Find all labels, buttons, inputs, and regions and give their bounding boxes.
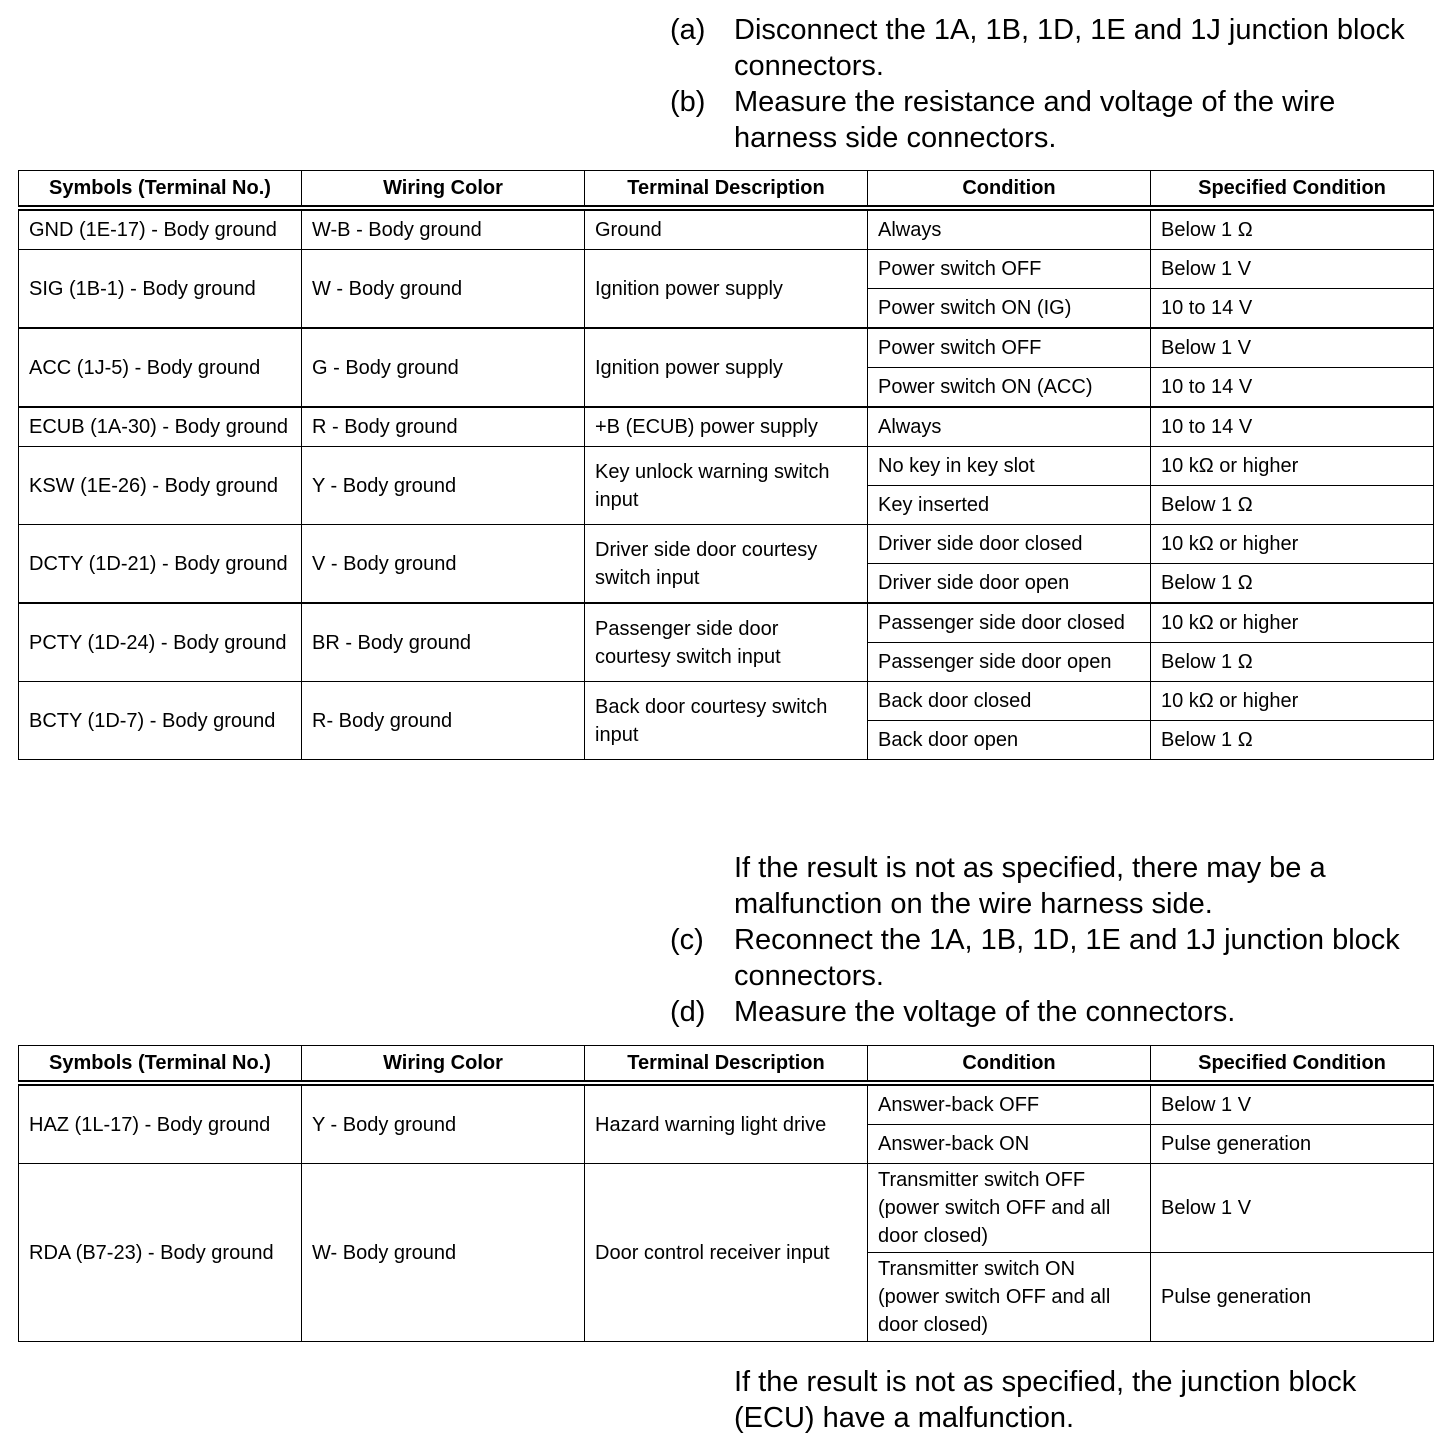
step-label: (a): [670, 14, 706, 46]
condition-cell: Answer-back OFF: [868, 1083, 1151, 1125]
condition-cell: Transmitter switch ON (power switch OFF and all door closed): [868, 1253, 1151, 1342]
specified-condition-cell: Below 1 Ω: [1151, 721, 1434, 760]
step-text: Disconnect the 1A, 1B, 1D, 1E and 1J junction block connectors.: [734, 14, 1405, 82]
terminal-description-cell: Ignition power supply: [585, 328, 868, 407]
header-row: [19, 171, 1434, 209]
header-row: [19, 1046, 1434, 1084]
table-row: [19, 447, 1434, 486]
condition-cell: Back door closed: [868, 682, 1151, 721]
wiring-color-cell: Y - Body ground: [302, 1083, 585, 1164]
step-a: [670, 12, 1440, 84]
column-header: Specified Condition: [1151, 1046, 1434, 1084]
specified-condition-cell: Below 1 V: [1151, 250, 1434, 289]
steps-top: [670, 12, 1440, 156]
wiring-color-cell: W-B - Body ground: [302, 208, 585, 250]
terminal-description-cell: Driver side door courtesy switch input: [585, 525, 868, 604]
specified-condition-cell: Below 1 Ω: [1151, 208, 1434, 250]
voltage-table: [18, 1045, 1434, 1342]
terminal-symbol-cell: ECUB (1A-30) - Body ground: [19, 407, 302, 447]
terminal-symbol-cell: SIG (1B-1) - Body ground: [19, 250, 302, 329]
table-body: [19, 208, 1434, 760]
terminal-symbol-cell: KSW (1E-26) - Body ground: [19, 447, 302, 525]
terminal-symbol-cell: PCTY (1D-24) - Body ground: [19, 603, 302, 682]
terminal-description-cell: Hazard warning light drive: [585, 1083, 868, 1164]
step-c: [670, 922, 1440, 994]
condition-cell: Power switch OFF: [868, 328, 1151, 368]
step-label: (d): [670, 996, 706, 1028]
terminal-symbol-cell: BCTY (1D-7) - Body ground: [19, 682, 302, 760]
wiring-color-cell: W- Body ground: [302, 1164, 585, 1342]
column-header: Wiring Color: [302, 1046, 585, 1084]
specified-condition-cell: Below 1 Ω: [1151, 564, 1434, 604]
wiring-color-cell: V - Body ground: [302, 525, 585, 604]
wiring-color-cell: R - Body ground: [302, 407, 585, 447]
step-d: [670, 994, 1440, 1030]
table-row: [19, 328, 1434, 368]
resistance-voltage-table: [18, 170, 1434, 760]
terminal-description-cell: Key unlock warning switch input: [585, 447, 868, 525]
condition-cell: Power switch ON (IG): [868, 289, 1151, 329]
specified-condition-cell: 10 kΩ or higher: [1151, 682, 1434, 721]
terminal-description-cell: +B (ECUB) power supply: [585, 407, 868, 447]
condition-cell: Transmitter switch OFF (power switch OFF and all door closed): [868, 1164, 1151, 1253]
terminal-symbol-cell: DCTY (1D-21) - Body ground: [19, 525, 302, 604]
step-b: [670, 84, 1440, 156]
column-header: Condition: [868, 1046, 1151, 1084]
column-header: Specified Condition: [1151, 171, 1434, 209]
specified-condition-cell: Below 1 Ω: [1151, 643, 1434, 682]
table-row: [19, 407, 1434, 447]
condition-cell: Answer-back ON: [868, 1125, 1151, 1164]
table-row: [19, 1083, 1434, 1125]
condition-cell: Passenger side door open: [868, 643, 1151, 682]
condition-cell: No key in key slot: [868, 447, 1151, 486]
step-text: Measure the resistance and voltage of the wire harness side connectors.: [734, 86, 1336, 154]
column-header: Wiring Color: [302, 171, 585, 209]
column-header: Terminal Description: [585, 1046, 868, 1084]
wiring-color-cell: R- Body ground: [302, 682, 585, 760]
condition-cell: Driver side door closed: [868, 525, 1151, 564]
table-row: [19, 682, 1434, 721]
step-label: (b): [670, 86, 706, 118]
specified-condition-cell: 10 kΩ or higher: [1151, 525, 1434, 564]
table-header: [19, 171, 1434, 209]
table-row: [19, 250, 1434, 289]
terminal-symbol-cell: RDA (B7-23) - Body ground: [19, 1164, 302, 1342]
wiring-color-cell: W - Body ground: [302, 250, 585, 329]
specified-condition-cell: Below 1 V: [1151, 1083, 1434, 1125]
table-row: [19, 603, 1434, 643]
condition-cell: Back door open: [868, 721, 1151, 760]
step-text: Reconnect the 1A, 1B, 1D, 1E and 1J junction block connectors.: [734, 924, 1400, 992]
condition-cell: Power switch OFF: [868, 250, 1151, 289]
condition-cell: Key inserted: [868, 486, 1151, 525]
column-header: Symbols (Terminal No.): [19, 1046, 302, 1084]
terminal-description-cell: Ignition power supply: [585, 250, 868, 329]
column-header: Terminal Description: [585, 171, 868, 209]
wiring-color-cell: Y - Body ground: [302, 447, 585, 525]
column-header: Symbols (Terminal No.): [19, 171, 302, 209]
specified-condition-cell: 10 to 14 V: [1151, 407, 1434, 447]
condition-cell: Always: [868, 407, 1151, 447]
specified-condition-cell: 10 kΩ or higher: [1151, 603, 1434, 643]
condition-cell: Power switch ON (ACC): [868, 368, 1151, 408]
note-wire-harness: If the result is not as specified, there may be a malfunction on the wire harness side.: [734, 852, 1326, 920]
terminal-symbol-cell: ACC (1J-5) - Body ground: [19, 328, 302, 407]
specified-condition-cell: Below 1 V: [1151, 328, 1434, 368]
note-junction-block: If the result is not as specified, the junction block (ECU) have a malfunction.: [734, 1366, 1357, 1434]
table-row: [19, 525, 1434, 564]
terminal-description-cell: Back door courtesy switch input: [585, 682, 868, 760]
terminal-description-cell: Passenger side door courtesy switch input: [585, 603, 868, 682]
table-body: [19, 1083, 1434, 1342]
specified-condition-cell: 10 kΩ or higher: [1151, 447, 1434, 486]
terminal-description-cell: Door control receiver input: [585, 1164, 868, 1342]
terminal-symbol-cell: GND (1E-17) - Body ground: [19, 208, 302, 250]
specified-condition-cell: 10 to 14 V: [1151, 289, 1434, 329]
specified-condition-cell: Below 1 Ω: [1151, 486, 1434, 525]
condition-cell: Driver side door open: [868, 564, 1151, 604]
table-row: [19, 208, 1434, 250]
condition-cell: Always: [868, 208, 1151, 250]
table-header: [19, 1046, 1434, 1084]
table-row: [19, 1164, 1434, 1253]
condition-cell: Passenger side door closed: [868, 603, 1151, 643]
terminal-description-cell: Ground: [585, 208, 868, 250]
wiring-color-cell: BR - Body ground: [302, 603, 585, 682]
step-text: Measure the voltage of the connectors.: [734, 996, 1236, 1028]
steps-mid: [670, 922, 1440, 1030]
wiring-color-cell: G - Body ground: [302, 328, 585, 407]
specified-condition-cell: Pulse generation: [1151, 1253, 1434, 1342]
column-header: Condition: [868, 171, 1151, 209]
step-label: (c): [670, 924, 704, 956]
terminal-symbol-cell: HAZ (1L-17) - Body ground: [19, 1083, 302, 1164]
specified-condition-cell: 10 to 14 V: [1151, 368, 1434, 408]
specified-condition-cell: Pulse generation: [1151, 1125, 1434, 1164]
specified-condition-cell: Below 1 V: [1151, 1164, 1434, 1253]
